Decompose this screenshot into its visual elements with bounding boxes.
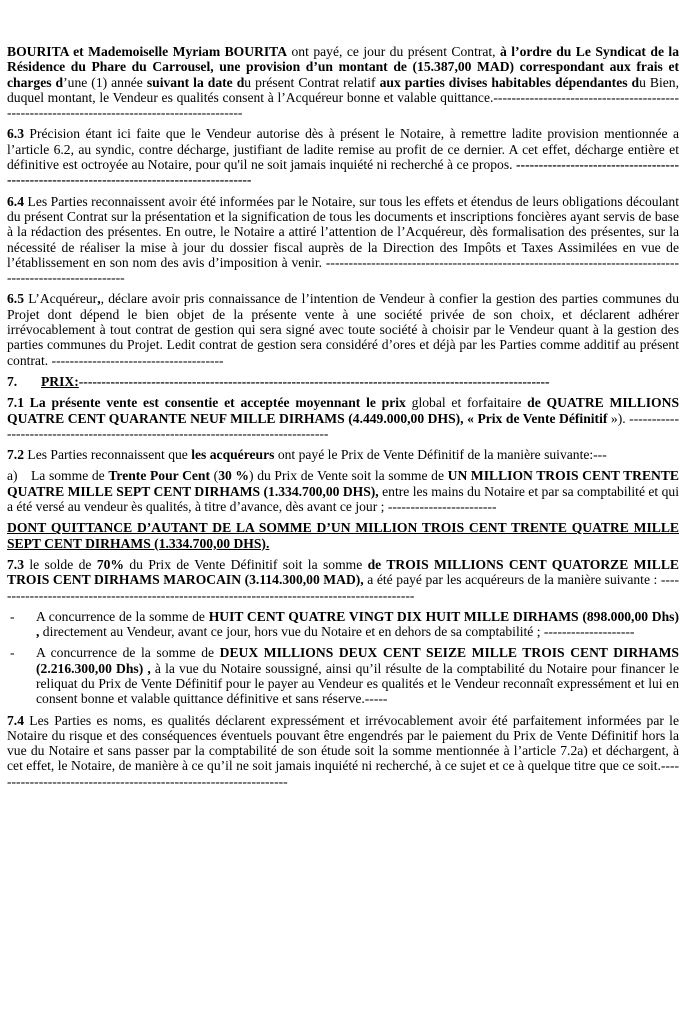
quittance-statement: DONT QUITTANCE D’AUTANT DE LA SOMME D’UN MILLION TROIS CENT TRENTE QUATRE MILLE SEPT CENT DIRHAMS (1.334.700,00 DHS). bbox=[7, 520, 679, 551]
intro-text-3: u présent Contrat relatif bbox=[244, 74, 380, 90]
paragraph-7-2 bbox=[7, 447, 679, 462]
paragraph-text: du Prix de Vente Définitif soit la somme bbox=[124, 556, 368, 572]
paragraph-text: le solde de bbox=[24, 556, 97, 572]
paragraph-6-5: 6.5 L’Acquéreur,, déclare avoir pris connaissance de l’intention de Vendeur à confier la gestion des parties communes du Projet dont dépend le bien objet de la présente vente à une société privée de son choix, et déclarent adhérer irrévocablement à tout contrat de gestion qui sera signé avec toute société à choisir par le Vendeur quant à la gestion des parties communes du Projet. Ledit contrat de gestion sera considéré d’ores et déjà par les Parties comme additif au présent contrat. -------------------------------------- bbox=[7, 291, 679, 368]
intro-names: BOURITA et Mademoiselle Myriam BOURITA bbox=[7, 44, 288, 59]
bold-text: les acquéreurs bbox=[191, 447, 275, 463]
bold-text: Trente Pour Cent bbox=[108, 468, 211, 484]
intro-text-2: ’une (1) année bbox=[63, 74, 147, 90]
amount-text: DEUX MILLIONS DEUX CENT SEIZE MILLE TROIS CENT DIRHAMS (2.216.300,00 Dhs) , bbox=[36, 645, 679, 676]
section-number: 7. bbox=[7, 373, 18, 389]
paragraph-text: Les Parties reconnaissent que bbox=[24, 447, 192, 463]
dash-filler: ------------------------------------------------------------------------------------------ bbox=[7, 157, 679, 188]
intro-text-4: u Bien, duquel montant, le Vendeur es qualités consent à l’Acquéreur bonne et valable quittance.--------------------------------------------------------------------------------------------- bbox=[7, 74, 679, 121]
article-number: 6.3 bbox=[7, 126, 24, 142]
article-number: 6.4 bbox=[7, 193, 24, 209]
paragraph-text: ( bbox=[210, 468, 219, 484]
paragraph-text: ont payé le Prix de Vente Définitif de la manière suivante:--- bbox=[274, 447, 607, 463]
amount-text: de TROIS MILLIONS CENT QUATORZE MILLE TROIS CENT DIRHAMS MAROCAIN (3.114.300,00 MAD), bbox=[7, 556, 679, 588]
article-number: 7.4 bbox=[7, 712, 24, 728]
list-item bbox=[7, 609, 679, 640]
item-label: a) bbox=[7, 468, 18, 484]
paragraph-text: global et forfaitaire bbox=[405, 395, 528, 411]
section-heading-prix bbox=[7, 374, 679, 389]
bold-text: 70% bbox=[96, 556, 124, 572]
dash-filler: -------------------------------------------------------------------------------------------------------- bbox=[78, 373, 550, 389]
paragraph-intro bbox=[7, 44, 679, 120]
document-page bbox=[7, 44, 679, 795]
paragraph-text: La somme de bbox=[31, 468, 109, 484]
intro-bold-2: suivant la date d bbox=[146, 74, 245, 90]
price-amount: de QUATRE MILLIONS QUATRE CENT QUARANTE NEUF MILLE DIRHAMS (4.449.000,00 DHS), « Prix de Vente Définitif bbox=[7, 395, 680, 426]
amount-text: HUIT CENT QUATRE VINGT DIX HUIT MILLE DIRHAMS (898.000,00 Dhs) , bbox=[36, 608, 679, 640]
paragraph-text: entre les mains du Notaire et par sa comptabilité et qui a été versé au vendeur ès qualités, à titre d’avance, dès avant ce jour ; ------------------------ bbox=[7, 483, 679, 515]
intro-bold-1: à l’ordre du Le Syndicat de la Résidence du Phare du Carrousel, une provision d’un montant de (15.387,00 MAD) correspondant aux frais et charges d bbox=[7, 44, 680, 90]
paragraph-text: Les Parties reconnaissent avoir été informées par le Notaire, sur tous les effets et étendus de leurs obligations découlant du présent Contrat sur la présentation et la signification de tous les documents et inscriptions foncières ayant servis de base à la rédaction des présentes. En outre, le Notaire a attiré l’attention de l’Acquéreur, dès formalisation des présentes, sur la nécessité de réaliser la mise à jour du dossier fiscal auprès de la Direction des Impôts et Taxes Assimilées en vue de l’établissement en son nom des avis d’imposition à venir. bbox=[7, 193, 679, 270]
paragraph-text: A concurrence de la somme de bbox=[36, 608, 209, 624]
article-number: 6.5 bbox=[7, 291, 24, 307]
paragraph-7-4 bbox=[7, 713, 679, 789]
paragraph-text: Précision étant ici faite que le Vendeur autorise dès à présent le Notaire, à remettre ladite provision mentionnée a l’article 6.2, au syndic, contre décharge, justifiant de ladite remise au profit de ce dernier. A cet effet, décharge entière et définitive est octroyée au Notaire, pour qu'il ne soit jamais inquiété ni recherché à ce propos. bbox=[7, 126, 679, 173]
paragraph-6-4 bbox=[7, 194, 679, 286]
bold-text: 7.1 La présente vente est consentie et acceptée moyennant le prix bbox=[7, 395, 406, 411]
paragraph-6-3 bbox=[7, 126, 679, 187]
paragraph-7-1 bbox=[7, 395, 679, 441]
paragraph-7-3 bbox=[7, 557, 679, 603]
article-number: 7.2 bbox=[7, 447, 24, 463]
bullet-dash: - bbox=[10, 645, 15, 661]
amount-text: UN MILLION TROIS CENT TRENTE QUATRE MILLE SEPT CENT DIRHAMS (1.334.700,00 DHS), bbox=[7, 468, 680, 499]
paragraph-text: , déclare avoir pris connaissance de l’intention de Vendeur à confier la gestion des parties communes du Projet dont dépend le bien objet de la présente vente à une société privée de son choix, et déclarent adhérer irrévocablement à tout contrat de gestion qui sera signé avec toute société à choisir par le Vendeur quant à la gestion des parties communes du Projet. Ledit contrat de gestion sera considéré d’ores et déjà par les Parties comme additif au présent contrat. -------------------------------------- bbox=[7, 291, 679, 368]
section-title: PRIX: bbox=[41, 373, 79, 389]
paragraph-text: Les Parties es noms, es qualités déclarent expressément et irrévocablement avoir été parfaitement informées par le Notaire du risque et des conséquences éventuels pouvant être engendrés par le paiement du Prix de Vente Définitif hors la vue du Notaire et sans passer par la comptabilité de son étude soit la somme mentionnée à l’article 7.2a) et déchargent, à cet effet, le Notaire, de manière à ce qu’il ne soit jamais inquiété ni recherché, à ce sujet et ce à quelque titre que ce soit.------------------------------------------------------------------ bbox=[7, 712, 679, 789]
article-number: 7.3 bbox=[7, 556, 24, 572]
intro-bold-3: aux parties divises habitables dépendantes d bbox=[379, 74, 640, 90]
paragraph-text: ) du Prix de Vente soit la somme de bbox=[249, 468, 448, 484]
bullet-dash: - bbox=[10, 608, 15, 624]
bold-text: 30 % bbox=[218, 468, 250, 484]
paragraph-7-2-a bbox=[7, 468, 679, 514]
paragraph-text: L’Acquéreur bbox=[24, 291, 98, 307]
paragraph-text: à la vue du Notaire soussigné, ainsi qu’il résulte de la comptabilité du Notaire pour financer le reliquat du Prix de Vente Définitif pour le payer au Vendeur es qualités et le Vendeur reconnaît expressément et lui en consent bonne et valable quittance définitive et sans réserve.----- bbox=[36, 660, 679, 707]
dash-filler: -------------------------------------------------------------------------------------------------------- bbox=[7, 254, 679, 286]
paragraph-text: directement au Vendeur, avant ce jour, hors vue du Notaire et en dehors de sa comptabilité ; -------------------- bbox=[39, 624, 635, 640]
list-item bbox=[7, 645, 679, 706]
paragraph-text: A concurrence de la somme de bbox=[36, 645, 220, 661]
paragraph-text: a été payé par les acquéreurs de la manière suivante : ---------------------------------------------------------------------------------------------- bbox=[7, 572, 680, 603]
paragraph-text: »). ---------------------------------------------------------------------------------- bbox=[7, 410, 679, 441]
intro-text-1: ont payé, ce jour du présent Contrat, bbox=[287, 44, 501, 59]
